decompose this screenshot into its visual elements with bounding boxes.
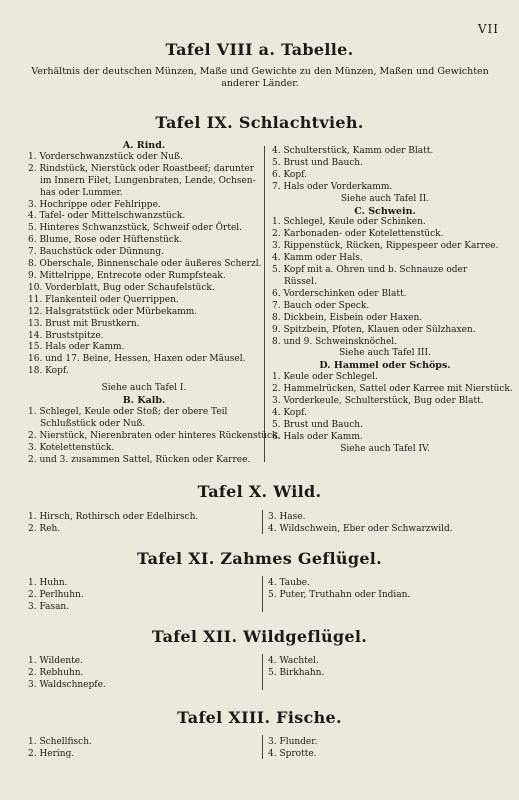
list-item: 4. Wachtel. <box>268 656 319 666</box>
tafel-10-left <box>28 512 258 536</box>
list-item: 9. Mittelrippe, Entrecote oder Rumpfsteak. <box>28 270 226 281</box>
tafel-12-title: Tafel XII. Wildgeflügel. <box>151 627 368 646</box>
list-item: 2. und 3. zusammen Sattel, Rücken oder Karree. <box>28 454 251 465</box>
list-item: 8. und 9. Schweinsknöchel. <box>272 336 398 347</box>
list-item: 1. Hirsch, Rothirsch oder Edelhirsch. <box>28 512 199 522</box>
list-item: 1. Huhn. <box>28 578 68 588</box>
list-item: 3. Hase. <box>268 512 306 522</box>
list-item: 6. Hals oder Kamm. <box>272 431 363 442</box>
tafel-11-left <box>28 578 258 614</box>
page-number: VII <box>477 22 499 36</box>
column-divider <box>262 735 263 759</box>
list-item: 16. und 17. Beine, Hessen, Haxen oder Mäusel. <box>28 354 246 365</box>
schwein-see-also: Siehe auch Tafel III. <box>339 348 431 359</box>
list-item: 1. Schlegel, Keule oder Stoß; der obere Teil <box>28 406 228 417</box>
tafel-10-right <box>268 512 498 536</box>
tafel-12-left <box>28 656 258 692</box>
rind-heading: A. Rind. <box>122 140 166 151</box>
list-item: 6. Kopf. <box>272 169 307 180</box>
list-item: 4. Schulterstück, Kamm oder Blatt. <box>272 146 434 156</box>
column-divider <box>262 510 263 534</box>
list-item: 13. Brust mit Brustkern. <box>28 318 140 329</box>
tafel-10-title: Tafel X. Wild. <box>197 482 322 501</box>
list-item: 11. Flankenteil oder Querrippen. <box>28 294 179 305</box>
list-item: 8. Oberschale, Binnenschale oder äußeres Scherzl. <box>28 259 262 270</box>
list-item: 4. Wildschwein, Eber oder Schwarzwild. <box>268 523 453 534</box>
list-item: 2. Karbonaden- oder Kotelettenstück. <box>272 229 444 240</box>
tafel-11-right <box>268 578 498 602</box>
list-item: 3. Flunder. <box>268 737 318 747</box>
list-item: 2. Nierstück, Nierenbraten oder hinteres Rückenstück. <box>28 430 281 441</box>
list-item: 3. Rippenstück, Rücken, Rippespeer oder Karree. <box>272 241 499 252</box>
list-item: 5. Brust und Bauch. <box>272 419 363 430</box>
list-item: Rüssel. <box>284 276 317 287</box>
list-item: 6. Vorderschinken oder Blatt. <box>272 288 407 299</box>
kalb-heading: B. Kalb. <box>122 395 166 407</box>
tafel-13-right <box>268 737 498 761</box>
list-item: 5. Kopf mit a. Ohren und b. Schnauze oder <box>272 265 468 276</box>
tafel-13-title: Tafel XIII. Fische. <box>177 708 342 727</box>
list-item: 4. Taube. <box>268 578 310 588</box>
kalb-see-also: Siehe auch Tafel II. <box>340 193 430 204</box>
list-item: 7. Hals oder Vorderkamm. <box>272 181 393 192</box>
list-item: has oder Lummer. <box>40 187 123 198</box>
list-item: 3. Fasan. <box>28 601 70 612</box>
column-divider <box>264 146 265 462</box>
list-item: 10. Vorderblatt, Bug oder Schaufelstück. <box>28 282 215 293</box>
list-item: 4. Kamm oder Hals. <box>272 253 363 264</box>
list-item: 15. Hals oder Kamm. <box>28 342 125 353</box>
list-item: 7. Bauchstück oder Dünnung. <box>28 247 164 258</box>
list-item: 3. Waldschnepfe. <box>28 679 106 690</box>
column-divider <box>262 576 263 612</box>
list-item: 2. Hering. <box>28 748 75 759</box>
tafel-8a-title: Tafel VIII a. Tabelle. <box>165 40 354 59</box>
list-item: 2. Hammelrücken, Sattel oder Karree mit Nierstück. <box>272 384 513 395</box>
tafel-8a-desc-line-1: Verhältnis der deutschen Münzen, Maße und Gewichte zu den Münzen, Maßen und Gewichten <box>31 66 489 77</box>
tafel-8a-desc-line-2: anderer Länder. <box>221 78 299 89</box>
tafel-8a-description <box>30 66 490 90</box>
list-item: 1. Vorderschwanzstück oder Nuß. <box>28 151 183 162</box>
list-item: 1. Schlegel, Keule oder Schinken. <box>272 217 426 228</box>
list-item: 9. Spitzbein, Pfoten, Klauen oder Sülzhaxen. <box>272 324 476 335</box>
list-item: 7. Bauch oder Speck. <box>272 300 370 311</box>
tafel-9-left-column <box>28 140 281 466</box>
list-item: 1. Wildente. <box>28 656 83 666</box>
list-item: 4. Sprotte. <box>268 748 317 759</box>
list-item: 1. Keule oder Schlegel. <box>272 372 378 383</box>
list-item: 5. Puter, Truthahn oder Indian. <box>268 589 411 600</box>
tafel-9-right-column <box>272 146 513 456</box>
list-item: 4. Tafel- oder Mittelschwanzstück. <box>28 211 186 222</box>
list-item: Schlußstück oder Nuß. <box>40 418 146 429</box>
tafel-9-title: Tafel IX. Schlachtvieh. <box>155 113 364 132</box>
rind-see-also: Siehe auch Tafel I. <box>101 383 187 394</box>
column-divider <box>262 654 263 690</box>
list-item: 2. Perlhuhn. <box>28 589 84 600</box>
list-item: 2. Reh. <box>28 523 61 534</box>
list-item: 2. Rindstück, Nierstück oder Roastbeef; darunter <box>28 163 255 174</box>
list-item: 14. Bruststpitze. <box>28 330 104 341</box>
tafel-12-right <box>268 656 498 680</box>
tafel-13-left <box>28 737 258 761</box>
hammel-heading: D. Hammel oder Schöps. <box>319 360 451 372</box>
list-item: 1. Schellfisch. <box>28 737 92 747</box>
list-item: 6. Blume, Rose oder Hüftenstück. <box>28 235 183 246</box>
list-item: 5. Birkhahn. <box>268 667 325 678</box>
list-item: 4. Kopf. <box>272 407 307 418</box>
list-item: 12. Halsgratstück oder Mürbekamm. <box>28 306 198 317</box>
list-item: im Innern Filet, Lungenbraten, Lende, Ochsen- <box>40 175 256 186</box>
list-item: 5. Hinteres Schwanzstück, Schweif oder Örtel. <box>28 223 243 234</box>
list-item: 2. Rebhuhn. <box>28 667 84 678</box>
list-item: 18. Kopf. <box>28 366 69 377</box>
list-item: 5. Brust und Bauch. <box>272 157 363 168</box>
hammel-see-also: Siehe auch Tafel IV. <box>340 443 430 454</box>
tafel-11-title: Tafel XI. Zahmes Geflügel. <box>136 549 383 568</box>
list-item: 3. Kotelettenstück. <box>28 442 115 453</box>
list-item: 3. Vorderkeule, Schulterstück, Bug oder Blatt. <box>272 396 484 407</box>
schwein-heading: C. Schwein. <box>354 205 416 217</box>
list-item: 8. Dickbein, Eisbein oder Haxen. <box>272 312 423 323</box>
list-item: 3. Hochrippe oder Fehlrippe. <box>28 199 161 210</box>
